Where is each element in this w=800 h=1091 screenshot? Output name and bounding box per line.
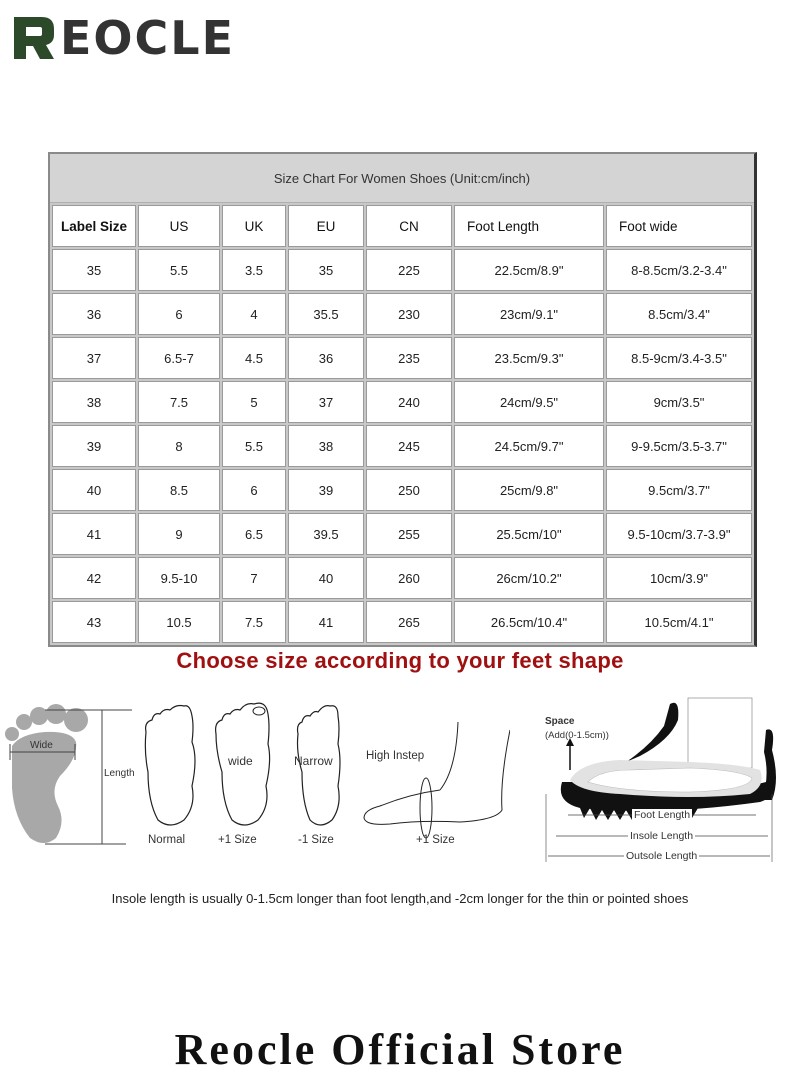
table-row (52, 513, 752, 555)
insole-note: Insole length is usually 0-1.5cm longer than foot length,and -2cm longer for the thin or pointed shoes (111, 891, 689, 906)
cell-foot-length: 25.5cm/10" (454, 513, 604, 555)
cell-label-size: 36 (52, 293, 136, 335)
size-table (50, 203, 754, 645)
cell-uk: 4 (222, 293, 286, 335)
size-chart (48, 152, 757, 647)
cell-foot-wide: 9.5-10cm/3.7-3.9" (606, 513, 752, 555)
space-sub-label: (Add(0-1.5cm)) (545, 730, 609, 741)
cell-cn: 250 (366, 469, 452, 511)
cell-foot-length: 25cm/9.8" (454, 469, 604, 511)
cell-uk: 5 (222, 381, 286, 423)
table-row (52, 425, 752, 467)
header-uk: UK (222, 205, 286, 247)
cell-eu: 41 (288, 601, 364, 643)
foot-shape-illustrations (0, 690, 800, 865)
cell-uk: 7 (222, 557, 286, 599)
cell-cn: 265 (366, 601, 452, 643)
cell-foot-length: 24cm/9.5" (454, 381, 604, 423)
wide-label: Wide (30, 740, 53, 751)
length-label: Length (104, 768, 135, 779)
store-name: Reocle Official Store (174, 1025, 626, 1074)
table-row (52, 557, 752, 599)
cell-eu: 38 (288, 425, 364, 467)
cell-eu: 36 (288, 337, 364, 379)
cell-eu: 35.5 (288, 293, 364, 335)
size-chart-title: Size Chart For Women Shoes (Unit:cm/inch) (50, 154, 754, 203)
cell-foot-wide: 8.5cm/3.4" (606, 293, 752, 335)
cell-eu: 39.5 (288, 513, 364, 555)
cell-us: 6.5-7 (138, 337, 220, 379)
cell-us: 6 (138, 293, 220, 335)
narrow-annotation: Narrow (294, 754, 333, 768)
cell-label-size: 43 (52, 601, 136, 643)
normal-caption: Normal (148, 834, 186, 846)
cell-label-size: 39 (52, 425, 136, 467)
header-foot-length: Foot Length (454, 205, 604, 247)
foot-length-label: Foot Length (634, 809, 691, 821)
cell-label-size: 38 (52, 381, 136, 423)
cell-foot-wide: 10.5cm/4.1" (606, 601, 752, 643)
cell-label-size: 41 (52, 513, 136, 555)
table-row (52, 293, 752, 335)
table-header-row (52, 205, 752, 247)
cell-foot-length: 26.5cm/10.4" (454, 601, 604, 643)
cell-foot-wide: 8.5-9cm/3.4-3.5" (606, 337, 752, 379)
cell-label-size: 42 (52, 557, 136, 599)
table-row (52, 249, 752, 291)
cell-uk: 4.5 (222, 337, 286, 379)
cell-us: 10.5 (138, 601, 220, 643)
space-label: Space (545, 716, 575, 727)
cell-cn: 240 (366, 381, 452, 423)
cell-cn: 235 (366, 337, 452, 379)
cell-foot-wide: 8-8.5cm/3.2-3.4" (606, 249, 752, 291)
cell-eu: 35 (288, 249, 364, 291)
high-instep-foot-icon (360, 720, 510, 840)
header-cn: CN (366, 205, 452, 247)
cell-foot-length: 22.5cm/8.9" (454, 249, 604, 291)
cell-uk: 5.5 (222, 425, 286, 467)
high-instep-caption: +1 Size (416, 834, 455, 846)
header-us: US (138, 205, 220, 247)
cell-foot-length: 23cm/9.1" (454, 293, 604, 335)
cell-label-size: 37 (52, 337, 136, 379)
cell-us: 9 (138, 513, 220, 555)
narrow-caption: -1 Size (298, 834, 334, 846)
cell-cn: 230 (366, 293, 452, 335)
table-row (52, 469, 752, 511)
header-foot-wide: Foot wide (606, 205, 752, 247)
insole-length-label: Insole Length (630, 830, 694, 842)
logo-text: EOCLE (60, 11, 236, 65)
outsole-length-label: Outsole Length (626, 850, 698, 862)
header-label-size: Label Size (52, 205, 136, 247)
cell-foot-length: 24.5cm/9.7" (454, 425, 604, 467)
cell-cn: 225 (366, 249, 452, 291)
cell-foot-wide: 10cm/3.9" (606, 557, 752, 599)
cell-foot-length: 23.5cm/9.3" (454, 337, 604, 379)
cell-us: 7.5 (138, 381, 220, 423)
cell-label-size: 40 (52, 469, 136, 511)
cell-uk: 6.5 (222, 513, 286, 555)
size-guide-headline: Choose size according to your feet shape (176, 648, 624, 673)
wide-annotation: wide (228, 754, 253, 768)
cell-uk: 3.5 (222, 249, 286, 291)
cell-eu: 37 (288, 381, 364, 423)
cell-us: 8 (138, 425, 220, 467)
cell-cn: 260 (366, 557, 452, 599)
wide-caption: +1 Size (218, 834, 257, 846)
cell-foot-wide: 9.5cm/3.7" (606, 469, 752, 511)
header-eu: EU (288, 205, 364, 247)
cell-cn: 245 (366, 425, 452, 467)
normal-foot-icon (140, 702, 200, 832)
table-row (52, 337, 752, 379)
brand-logo (12, 12, 235, 64)
cell-label-size: 35 (52, 249, 136, 291)
logo-r-icon (12, 15, 56, 61)
cell-uk: 7.5 (222, 601, 286, 643)
cell-foot-wide: 9cm/3.5" (606, 381, 752, 423)
cell-foot-wide: 9-9.5cm/3.5-3.7" (606, 425, 752, 467)
cell-us: 9.5-10 (138, 557, 220, 599)
cell-foot-length: 26cm/10.2" (454, 557, 604, 599)
cell-us: 5.5 (138, 249, 220, 291)
high-instep-label: High Instep (366, 750, 425, 762)
cell-eu: 40 (288, 557, 364, 599)
cell-cn: 255 (366, 513, 452, 555)
cell-us: 8.5 (138, 469, 220, 511)
table-row (52, 601, 752, 643)
cell-uk: 6 (222, 469, 286, 511)
table-row (52, 381, 752, 423)
cell-eu: 39 (288, 469, 364, 511)
